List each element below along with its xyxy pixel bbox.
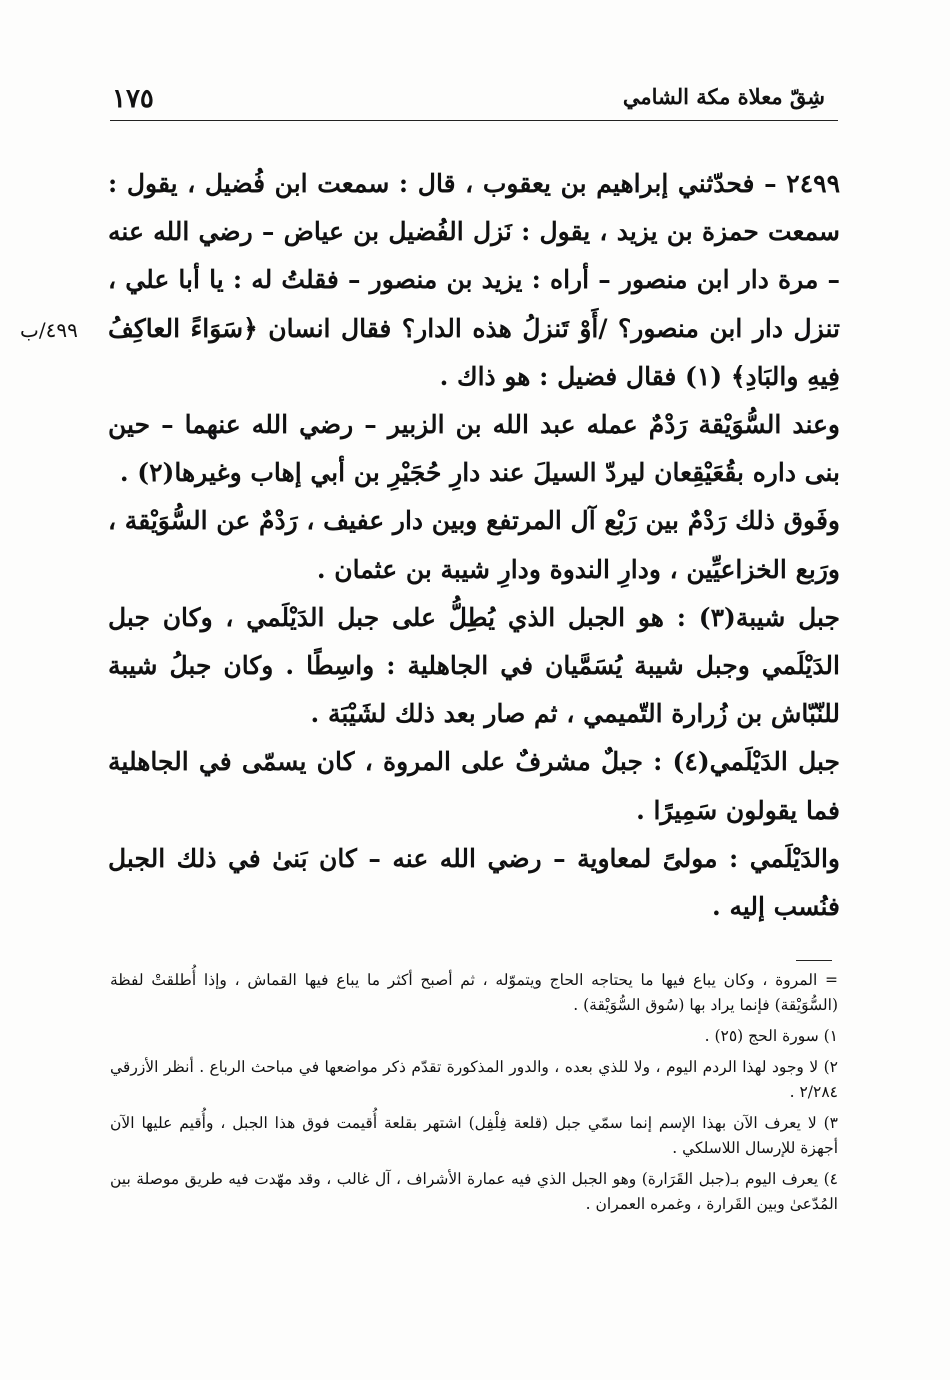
- footnote-2: ٢) لا وجود لهذا الردم اليوم ، ولا للذي بعده ، والدور المذكورة تقدّم ذكر مواضعها في مباحث الرباع . أنظر الأزرقي ٢/٢٨٤ .: [110, 1058, 838, 1101]
- footnote-4: ٤) يعرف اليوم بـ(جبل القَرَارة) وهو الجبل الذي فيه عمارة الأشراف ، آل غالب ، وقد مهّدت فيه طريق موصلة بين المُدّعىٰ وبين القَرارة ، وغمره العمران .: [110, 1170, 838, 1213]
- footnote-1: ١) سورة الحج (٢٥) .: [704, 1027, 838, 1045]
- paragraph-daylami: والدَيْلَمي : مولىً لمعاوية – رضي الله عنه – كان بَنىٰ في ذلك الجبل فنُسب إليه .: [108, 843, 840, 922]
- margin-note: ٤٩٩/ب: [20, 318, 78, 342]
- paragraph-narration: ٢٤٩٩ – فحدّثني إبراهيم بن يعقوب ، قال : سمعت ابن فُضيل ، يقول : سمعت حمزة بن يزيد ، يقول : نَزل الفُضيل بن عياض – رضي الله عنه – مرة دار ابن منصور – أراه : يزيد بن منصور – فقلتُ له : يا أبا علي ، تنزل دار ابن منصور؟ /أَوْ تَنزلُ هذه الدار؟ فقال انسان ﴿سَوَاءً العاكِفُ فِيهِ والبَادِ﴾ (١) فقال فضيل : هو ذاك .: [108, 169, 840, 391]
- footnote-3: ٣) لا يعرف الآن بهذا الإسم إنما سمّي جبل (قلعة فِلْفِل) اشتهر بقلعة أُقيمت فوق هذا الجبل ، وأُقيم عليها الآن أجهزة للإرسال اللاسلكي .: [110, 1114, 838, 1157]
- paragraph-radm: وفَوق ذلك رَدْمٌ بين رَبْع آل المرتفع وبين دار عفيف ، رَدْمٌ عن السُّوَيْقة ، ورَبع الخزاعيِّين ، ودارِ الندوة ودارِ شيبة بن عثمان .: [108, 506, 840, 584]
- footnotes: [110, 968, 838, 1223]
- paragraph-jabal-shayba: جبل شيبة(٣) : هو الجبل الذي يُطِلُّ على جبل الدَيْلَمي ، وكان جبل الدَيْلَمي وجبل شيبة يُسَمَّيان في الجاهلية : واسِطًا . وكان جبلُ شيبة للنّبّاش بن زُرارة التّميمي ، ثم صار بعد ذلك لشَيْبَة .: [108, 602, 840, 729]
- running-head: شِقّ معلاة مكة الشامي: [622, 84, 825, 109]
- page-number: ١٧٥: [112, 84, 154, 114]
- paragraph-suwayqa: وعند السُّوَيْقة رَدْمٌ عمله عبد الله بن الزبير – رضي الله عنهما – حين بنى داره بقُعَيْقِعان ليردّ السيلَ عند دارِ حُجَيْرِ بن أبي إهاب وغيرها(٢) .: [108, 410, 840, 488]
- footnote-separator: [796, 960, 832, 961]
- paragraph-jabal-daylami: جبل الدَيْلَمي(٤) : جبلٌ مشرفٌ على المروة ، كان يسمّى في الجاهلية فما يقولون سَمِيرًا .: [108, 747, 840, 825]
- footnote-continuation: = المروة ، وكان يباع فيها ما يحتاجه الحاج ويتموّله ، ثم أصبح أكثر ما يباع فيها القماش ، وإذا أُطلقتْ لفظة (السُّوَيْقة) فإنما يراد بها (سُوق السُّوَيْقة) .: [110, 971, 838, 1014]
- header-rule: [110, 120, 838, 121]
- main-text: [108, 160, 840, 931]
